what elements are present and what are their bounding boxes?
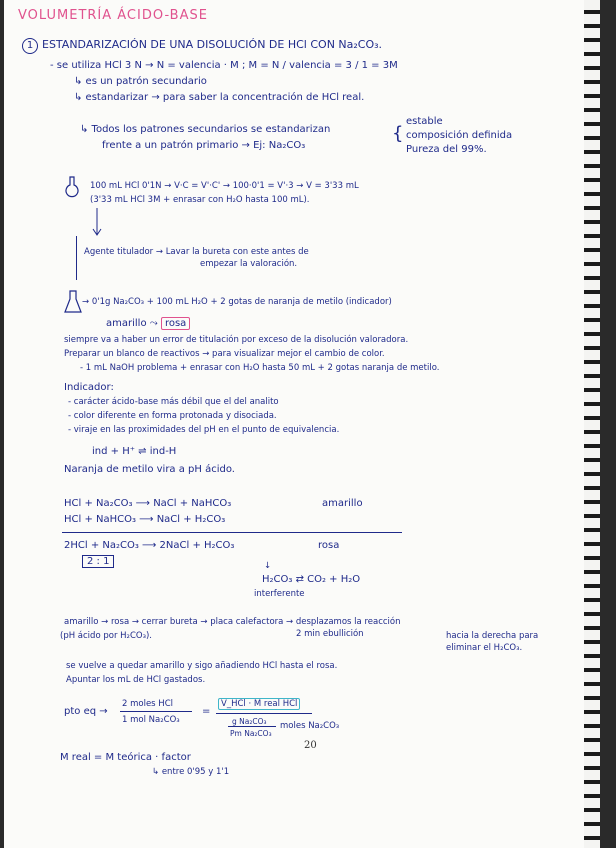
rhs-den-numerator: g Na₂CO₃	[232, 717, 267, 726]
note-line: - 1 mL NaOH problema + enrasar con H₂O hasta 50 mL + 2 gotas naranja de metilo.	[80, 363, 440, 373]
reaction-total-color: rosa	[318, 540, 340, 551]
note-line: → 0'1g Na₂CO₃ + 100 mL H₂O + 2 gotas de naranja de metilo (indicador)	[82, 297, 392, 307]
fraction-bar	[120, 711, 192, 712]
note-line: frente a un patrón primario → Ej: Na₂CO₃	[102, 140, 306, 151]
note-line: ↳ es un patrón secundario	[74, 76, 207, 87]
real-molarity-text: M real = M teórica · factor	[60, 752, 191, 763]
fraction-bar	[228, 726, 276, 727]
color-change	[106, 318, 190, 330]
color-yellow-label: amarillo	[106, 318, 147, 329]
equivalence-label: pto eq →	[64, 706, 108, 717]
interferent-label: interferente	[254, 589, 305, 599]
procedure-line: amarillo → rosa → cerrar bureta → placa calefactora → desplazamos la reacción	[64, 617, 401, 627]
notebook-page	[4, 0, 600, 848]
indicator-item: - viraje en las proximidades del pH en el punto de equivalencia.	[68, 425, 340, 435]
note-line: ↳ Todos los patrones secundarios se estandarizan	[80, 124, 331, 135]
note-line: se vuelve a quedar amarillo y sigo añadiendo HCl hasta el rosa.	[66, 661, 338, 671]
reaction-1-color: amarillo	[322, 498, 363, 509]
rhs-numerator	[218, 698, 300, 710]
procedure-note: eliminar el H₂CO₃.	[446, 643, 523, 653]
curved-arrow-icon: ⤳	[149, 318, 158, 329]
page-number: 20	[304, 740, 317, 751]
stoichiometry-ratio	[82, 556, 114, 568]
equals-sign: =	[202, 706, 211, 717]
note-line: Naranja de metilo vira a pH ácido.	[64, 464, 235, 475]
procedure-note: 2 min ebullición	[296, 629, 364, 639]
reaction-total: 2HCl + Na₂CO₃ ⟶ 2NaCl + H₂CO₃	[64, 540, 235, 551]
indicator-item: - carácter ácido-base más débil que el del analito	[68, 397, 279, 407]
rhs-den-denominator: Pm Na₂CO₃	[230, 729, 272, 738]
section-heading	[22, 38, 382, 54]
fraction-bar	[216, 713, 312, 714]
fraction-denominator: 1 mol Na₂CO₃	[122, 715, 180, 725]
down-arrow-icon: ↓	[264, 561, 272, 571]
indicator-equilibrium: ind + H⁺ ⇌ ind-H	[92, 446, 177, 457]
ratio-box: 2 : 1	[82, 555, 114, 568]
note-line: siempre va a haber un error de titulación por exceso de la disolución valoradora.	[64, 335, 409, 345]
note-line: - se utiliza HCl 3 N → N = valencia · M ; M = N / valencia = 3 / 1 = 3M	[50, 60, 398, 71]
section-number: 1	[22, 38, 38, 54]
carbonic-equilibrium: H₂CO₃ ⇄ CO₂ + H₂O	[262, 574, 361, 585]
real-molarity	[60, 752, 191, 764]
down-arrow-icon	[92, 208, 102, 236]
spiral-binding	[584, 0, 600, 848]
brace-item: estable	[406, 116, 443, 127]
volumetric-flask-icon	[64, 176, 80, 198]
rhs-numerator-text: V_HCl · M real HCl	[218, 698, 300, 710]
factor-note: ↳ entre 0'95 y 1'1	[152, 767, 230, 777]
brace-item: composición definida	[406, 130, 513, 141]
note-line: ↳ estandarizar → para saber la concentración de HCl real.	[74, 92, 365, 103]
procedure-note: hacia la derecha para	[446, 631, 539, 641]
procedure-note: (pH ácido por H₂CO₃).	[60, 631, 152, 641]
indicator-item: - color diferente en forma protonada y disociada.	[68, 411, 277, 421]
sum-rule	[62, 532, 402, 533]
calc-line: 100 mL HCl 0'1N → V·C = V'·C' → 100·0'1 = V'·3 → V = 3'33 mL	[90, 181, 359, 191]
note-line: Preparar un blanco de reactivos → para visualizar mejor el cambio de color.	[64, 349, 385, 359]
fraction-numerator: 2 moles HCl	[122, 699, 173, 709]
reaction-1: HCl + Na₂CO₃ ⟶ NaCl + NaHCO₃	[64, 498, 232, 509]
calc-line: (3'33 mL HCl 3M + enrasar con H₂O hasta 100 mL).	[90, 195, 310, 205]
indicator-heading: Indicador:	[64, 382, 114, 393]
section-heading-text: ESTANDARIZACIÓN DE UNA DISOLUCIÓN DE HCl CON Na₂CO₃.	[42, 38, 383, 51]
brace-item: Pureza del 99%.	[406, 144, 487, 155]
brace: {	[392, 123, 404, 144]
note-line: empezar la valoración.	[200, 259, 298, 269]
reaction-2: HCl + NaHCO₃ ⟶ NaCl + H₂CO₃	[64, 514, 226, 525]
burette-icon	[76, 236, 77, 280]
moles-annotation: moles Na₂CO₃	[280, 721, 340, 731]
page-title: VOLUMETRÍA ÁCIDO-BASE	[18, 8, 208, 23]
note-line: Agente titulador → Lavar la bureta con este antes de	[84, 247, 309, 257]
note-line: Apuntar los mL de HCl gastados.	[66, 675, 206, 685]
erlenmeyer-flask-icon	[64, 290, 82, 314]
color-pink-label: rosa	[161, 317, 190, 330]
